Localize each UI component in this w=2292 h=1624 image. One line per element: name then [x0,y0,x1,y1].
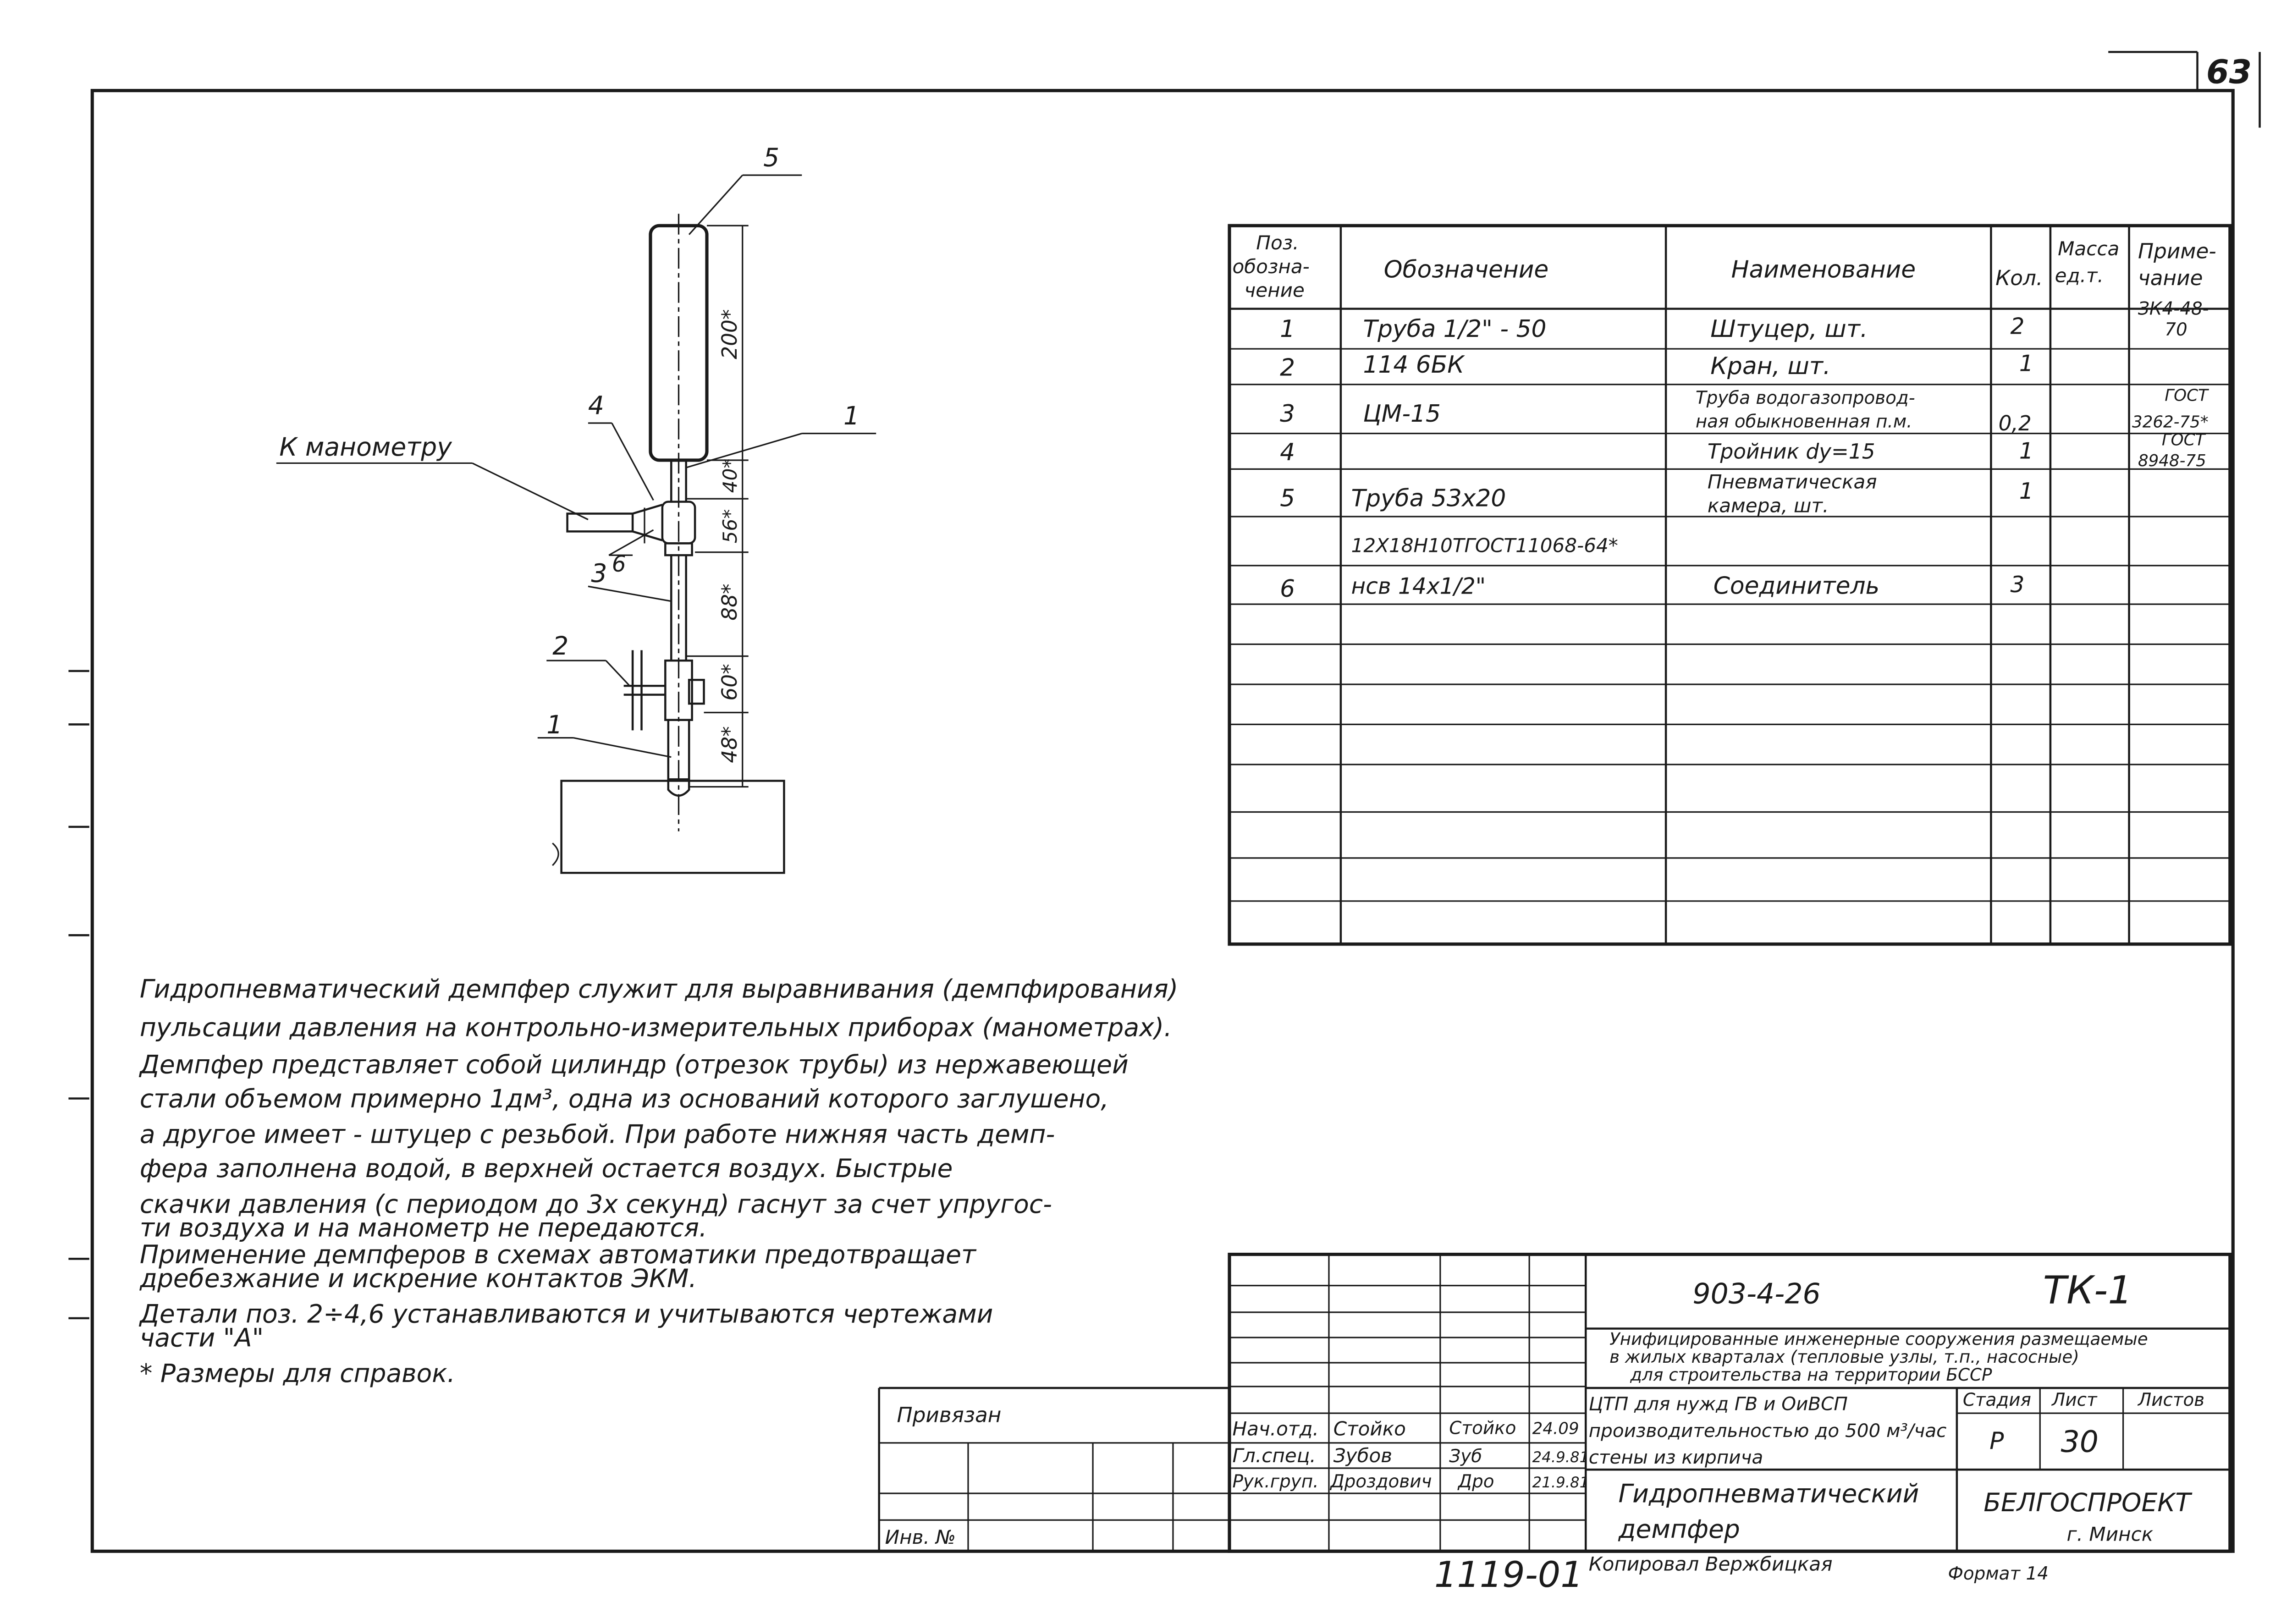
stage-label: Стадия [1962,1389,2031,1410]
format-label: Формат 14 [1948,1563,2049,1584]
svg-text:2: 2 [1280,354,1295,382]
svg-text:ГОСТ3262-75*: ГОСТ 3262-75* [2132,386,2209,432]
svg-text:фера заполнена водой, в верхне: фера заполнена водой, в верхней остается воздух. Быстрые [139,1154,953,1184]
svg-text:1: 1 [2019,351,2033,377]
svg-text:Детали поз. 2÷4,6 устанавливаю: Детали поз. 2÷4,6 устанавливаются и учитываются чертежами [139,1299,993,1329]
svg-text:Зуб: Зуб [1449,1446,1482,1467]
callout-5: 5 [763,143,780,172]
callout-6: 6 [612,551,626,577]
callout-1-top: 1 [843,401,860,431]
svg-text:Труба 53х20: Труба 53х20 [1351,484,1506,512]
svg-text:ГОСТ8948-75: ГОСТ 8948-75 [2138,430,2206,470]
stage-value: Р [1989,1427,2004,1455]
svg-text:21.9.81: 21.9.81 [1532,1474,1589,1492]
dim-60: 60* [717,664,742,701]
sheet-code: ТК-1 [2043,1267,2132,1313]
svg-text:нсв 14х1/2": нсв 14х1/2" [1351,573,1486,600]
svg-text:а другое имеет - штуцер с резь: а другое имеет - штуцер с резьбой. При работе нижняя часть демп- [139,1119,1055,1149]
svg-text:Соединитель: Соединитель [1713,572,1880,600]
svg-text:Гл.спец.: Гл.спец. [1232,1444,1316,1467]
svg-text:скачки давления (с периодом до: скачки давления (с периодом до 3х секунд) гаснут за счет упругос- [139,1189,1052,1219]
object-description: ЦТП для нужд ГВ и ОиВСП производительностью до 500 м³/час стены из кирпича [1588,1393,1947,1469]
svg-text:Рук.груп.: Рук.груп. [1232,1471,1319,1492]
sheet-value: 30 [2061,1425,2099,1459]
svg-text:6: 6 [1280,575,1295,603]
dim-88: 88* [717,584,742,621]
damper-drawing [276,175,876,873]
svg-text:Нач.отд.: Нач.отд. [1232,1417,1319,1440]
signature-row [1232,1444,1589,1467]
callout-4: 4 [588,391,604,420]
svg-text:2: 2 [2010,314,2025,340]
manometer-connector [567,514,633,532]
svg-text:* Размеры для справок.: * Размеры для справок. [139,1359,456,1388]
spec-row [1280,351,2033,382]
svg-text:ти воздуха и на манометр не пе: ти воздуха и на манометр не передаются. [139,1213,707,1243]
header-note: Приме- чание [2138,239,2216,290]
inventory-label: Инв. № [885,1526,956,1549]
signature-row [1232,1471,1589,1492]
svg-text:ЗК4-48-70: ЗК4-48-70 [2138,298,2209,340]
organization: БЕЛГОСПРОЕКТ [1983,1487,2191,1517]
svg-text:Штуцер, шт.: Штуцер, шт. [1710,315,1868,343]
svg-text:дребезжание и искрение контакт: дребезжание и искрение контактов ЭКМ. [139,1263,697,1293]
svg-text:Зубов: Зубов [1333,1444,1393,1467]
svg-text:пульсации давления на контроль: пульсации давления на контрольно-измерительных приборах (манометрах). [139,1013,1172,1042]
manometer-label: К манометру [279,432,452,462]
svg-text:Пневматическаякамера, шт.: Пневматическая камера, шт. [1707,470,1877,517]
svg-text:1: 1 [2019,438,2033,464]
svg-text:Тройник dy=15: Тройник dy=15 [1707,439,1875,464]
svg-text:Демпфер представляет собой цил: Демпфер представляет собой цилиндр (отрезок трубы) из нержавеющей [139,1050,1129,1079]
svg-text:24.9.81: 24.9.81 [1532,1448,1589,1466]
callout-3: 3 [591,558,607,588]
svg-text:Труба 1/2" - 50: Труба 1/2" - 50 [1363,315,1547,343]
copied-by: Копировал Вержбицкая [1588,1552,1833,1575]
spec-row [1351,534,1618,557]
svg-text:Стойко: Стойко [1333,1417,1406,1440]
svg-text:Дроздович: Дроздович [1330,1471,1432,1492]
dim-56: 56* [718,509,741,544]
svg-text:Труба водогазопровод-ная обыкн: Труба водогазопровод-ная обыкновенная п.м. [1695,387,1915,432]
svg-text:Дро: Дро [1458,1471,1494,1492]
project-title: Унифицированные инженерные сооружения размещаемые в жилых кварталах (тепловые узлы, т.п., насосные) для строительства на территории БССР [1609,1329,2148,1385]
page-number: 63 [2206,53,2252,91]
svg-text:Гидропневматический демпфер сл: Гидропневматический демпфер служит для выравнивания (демпфирования) [139,974,1179,1004]
svg-text:ЦМ-15: ЦМ-15 [1363,400,1441,428]
sheet-title: Гидропневматический демпфер [1618,1479,1919,1544]
spec-row [1280,386,2209,435]
svg-text:Стойко: Стойко [1449,1418,1516,1439]
dim-200: 200* [717,309,742,359]
dim-40: 40* [718,458,741,493]
svg-text:Кран, шт.: Кран, шт. [1710,352,1831,380]
city: г. Минск [2066,1523,2154,1546]
dim-48: 48* [717,726,742,763]
callout-1-bottom: 1 [546,710,563,739]
spec-row [1280,572,2024,603]
spec-row [1280,470,2033,517]
sheet-label: Лист [2052,1389,2097,1410]
header-name: Наименование [1731,256,1916,284]
svg-text:стали объемом примерно 1дм³, о: стали объемом примерно 1дм³, одна из оснований которого заглушено, [139,1084,1109,1113]
svg-text:24.09: 24.09 [1532,1419,1579,1438]
svg-text:0,2: 0,2 [1998,411,2032,436]
svg-text:1: 1 [1280,315,1295,343]
bound-label: Привязан [897,1403,1002,1427]
svg-text:Применение демпферов в схемах: Применение демпферов в схемах автоматики предотвращает [139,1240,976,1270]
callout-2: 2 [552,631,569,661]
doc-code: 903-4-26 [1692,1277,1821,1310]
header-designation: Обозначение [1383,256,1549,284]
svg-text:4: 4 [1280,438,1295,466]
svg-text:5: 5 [1280,484,1295,512]
svg-text:12Х18Н10ТГОСТ11068-64*: 12Х18Н10ТГОСТ11068-64* [1351,534,1618,557]
archive-number: 1119-01 [1434,1554,1583,1596]
signature-row [1232,1418,1579,1440]
header-qty: Кол. [1995,265,2043,290]
header-mass: Масса ед.т. [2055,237,2120,287]
svg-text:3: 3 [1280,400,1295,428]
spec-row [1280,431,2206,470]
svg-text:3: 3 [2010,572,2025,598]
svg-text:114 6БК: 114 6БК [1363,351,1465,379]
sheets-label: Листов [2138,1389,2205,1410]
header-pos: Поз. обозна- чение [1232,231,1310,302]
spec-row [1280,299,2209,343]
explanatory-notes [138,974,1178,1388]
svg-text:1: 1 [2019,479,2033,505]
svg-text:части "А": части "А" [139,1323,264,1353]
